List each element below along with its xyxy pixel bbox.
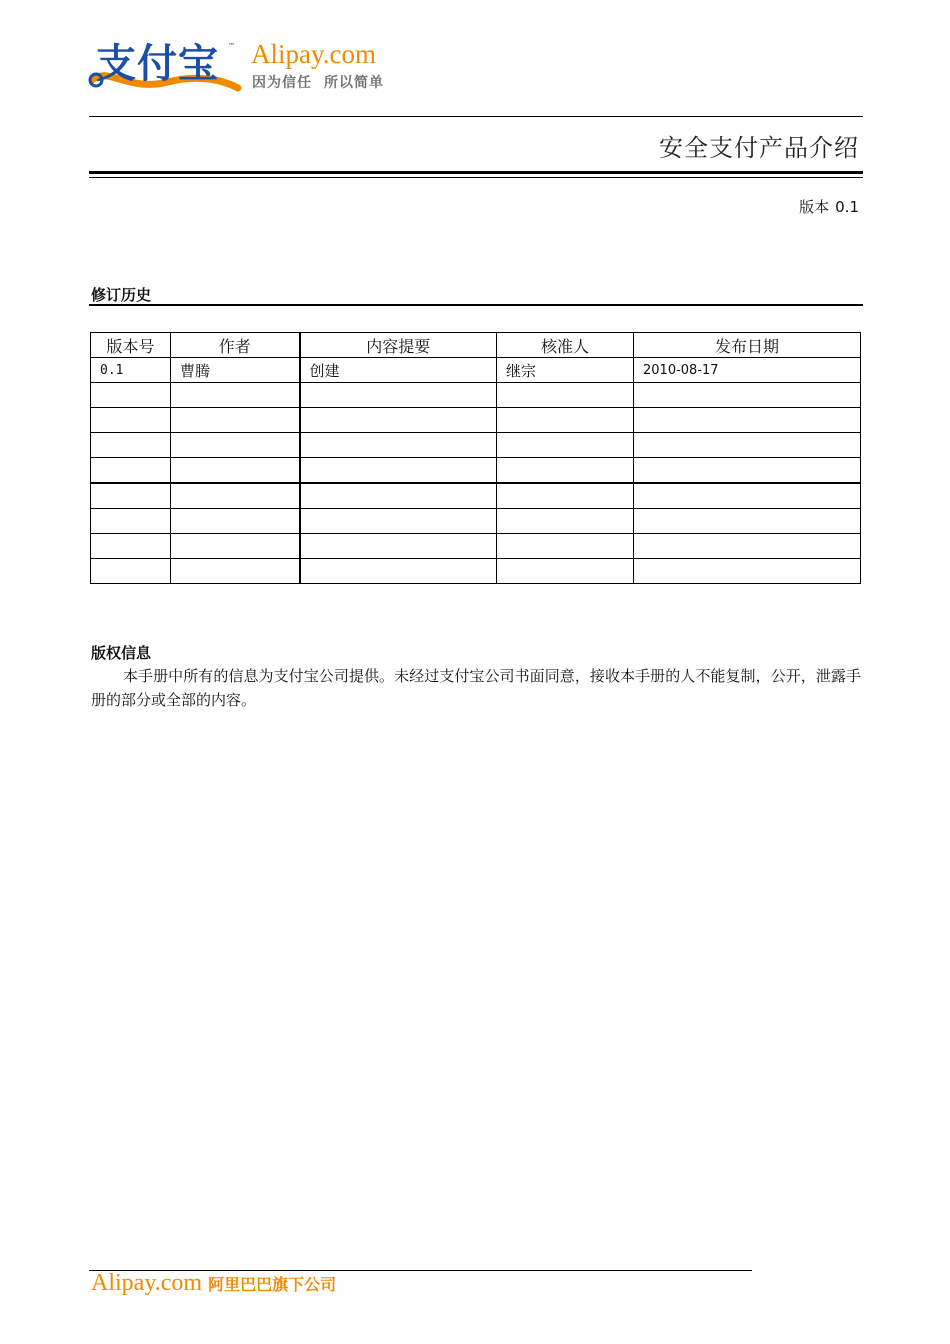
cell-release-date: 2010-08-17 [634,358,861,383]
cell-summary [300,559,497,584]
footer-brand-en: Alipay.com [91,1270,203,1296]
alipay-logo [88,36,408,98]
cell-approver [497,433,634,458]
cell-summary [300,483,497,509]
cell-version [91,458,171,484]
cell-author [171,458,300,484]
column-header-version: 版本号 [91,333,171,358]
cell-release-date [634,433,861,458]
table-row [91,483,861,509]
cell-release-date [634,458,861,484]
cell-summary [300,408,497,433]
column-header-author: 作者 [171,333,300,358]
logo-trademark: ™ [228,42,235,50]
revision-history-table [90,332,861,584]
column-header-summary: 内容提要 [300,333,497,358]
table-row [91,433,861,458]
cell-author [171,383,300,408]
table-row [91,358,861,383]
cell-author [171,559,300,584]
table-row [91,458,861,484]
footer-brand [91,1270,336,1297]
logo-slogan [252,72,384,92]
table-row [91,408,861,433]
cell-author [171,408,300,433]
cell-summary [300,433,497,458]
cell-approver: 继宗 [497,358,634,383]
title-rule-thin [89,177,863,178]
cell-summary [300,534,497,559]
cell-author [171,534,300,559]
cell-approver [497,383,634,408]
cell-author [171,433,300,458]
cell-release-date [634,559,861,584]
cell-version [91,483,171,509]
slogan-part-2: 所以简单 [324,75,384,91]
cell-version [91,509,171,534]
revision-history-heading: 修订历史 [91,286,152,304]
cell-approver [497,559,634,584]
cell-version [91,433,171,458]
version-number: 0.1 [835,198,859,216]
cell-release-date [634,383,861,408]
copyright-heading: 版权信息 [91,644,152,662]
cell-version [91,559,171,584]
header-rule [89,116,863,117]
cell-version [91,408,171,433]
version-line [799,196,859,217]
cell-approver [497,458,634,484]
cell-release-date [634,483,861,509]
cell-release-date [634,509,861,534]
title-rule-thick [89,171,863,174]
column-header-approver: 核准人 [497,333,634,358]
version-label: 版本 [799,198,830,216]
cell-version [91,383,171,408]
cell-author [171,509,300,534]
cell-approver [497,509,634,534]
cell-approver [497,408,634,433]
slogan-part-1: 因为信任 [252,75,312,91]
cell-author: 曹腾 [171,358,300,383]
cell-summary [300,458,497,484]
cell-summary: 创建 [300,358,497,383]
column-header-release-date: 发布日期 [634,333,861,358]
table-header-row [91,333,861,358]
cell-version [91,534,171,559]
cell-summary [300,509,497,534]
logo-brand-en: Alipay.com [251,39,376,69]
cell-approver [497,483,634,509]
table-row [91,559,861,584]
document-title: 安全支付产品介绍 [659,134,859,162]
cell-approver [497,534,634,559]
table-row [91,383,861,408]
table-row [91,534,861,559]
cell-author [171,483,300,509]
cell-summary [300,383,497,408]
copyright-body: 本手册中所有的信息为支付宝公司提供。未经过支付宝公司书面同意，接收本手册的人不能复制，公开，泄露手册的部分或全部的内容。 [91,667,861,709]
footer-tagline: 阿里巴巴旗下公司 [208,1275,337,1294]
cell-release-date [634,534,861,559]
table-row [91,509,861,534]
revision-history-rule [89,304,863,306]
logo-brand-cn: 支付宝 [96,41,219,87]
cell-version: 0.1 [91,358,171,383]
cell-release-date [634,408,861,433]
